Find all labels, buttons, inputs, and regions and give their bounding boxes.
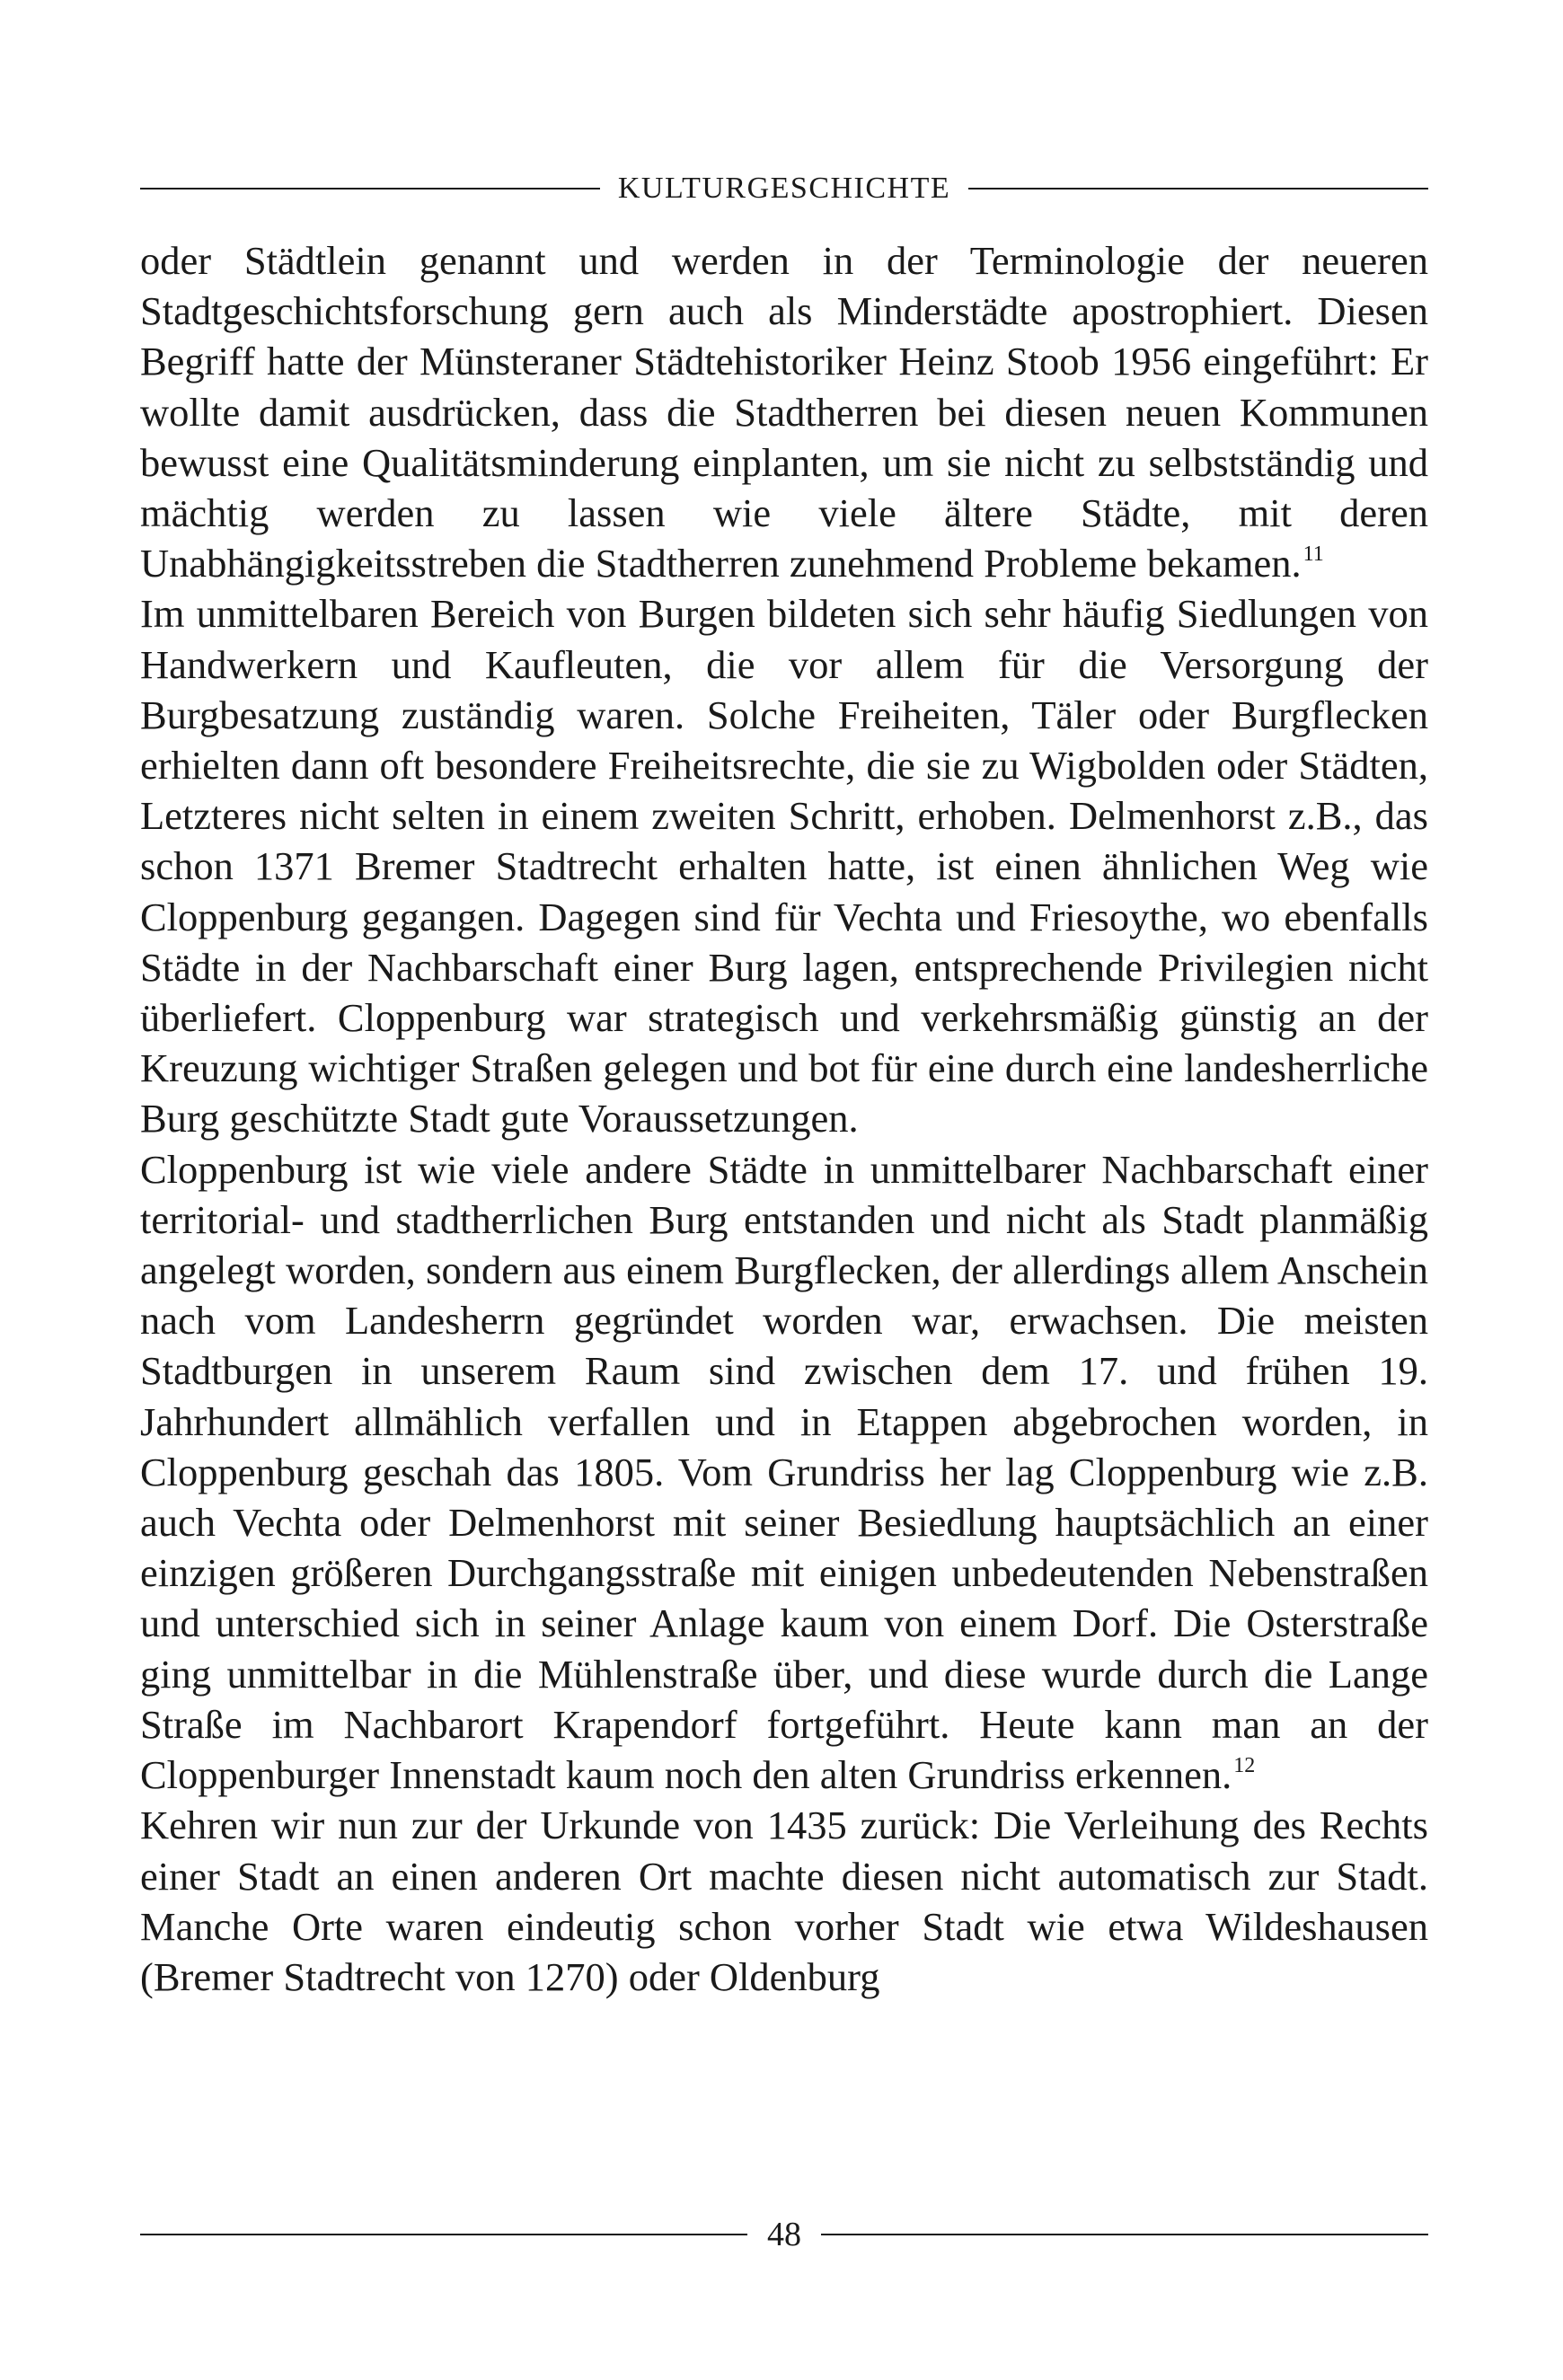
paragraph-1 bbox=[140, 235, 1428, 588]
running-head-rule-right bbox=[968, 188, 1428, 190]
paragraph-4 bbox=[140, 1800, 1428, 2002]
page-number: 48 bbox=[767, 2216, 801, 2253]
paragraph-3 bbox=[140, 1144, 1428, 1801]
running-head-title: KULTURGESCHICHTE bbox=[617, 172, 951, 205]
body-text bbox=[140, 235, 1428, 2002]
paragraph-4-text: Kehren wir nun zur der Urkunde von 1435 zurück: Die Verleihung des Rechts einer Stadt an einen anderen Ort machte diesen nicht automatisch zur Stadt. Manche Orte waren eindeutig schon vorher Stadt wie etwa Wildeshausen (Bremer Stadtrecht von 1270) oder Oldenburg bbox=[140, 1803, 1428, 1999]
running-head-rule-left bbox=[140, 188, 600, 190]
running-head bbox=[140, 162, 1428, 216]
paragraph-2-text: Im unmittelbaren Bereich von Burgen bildeten sich sehr häufig Siedlungen von Handwerkern und Kaufleuten, die vor allem für die Versorgung der Burgbesatzung zuständig waren. Solche Freiheiten, Täler oder Burgflecken erhielten dann oft besondere Freiheitsrechte, die sie zu Wigbolden oder Städten, Letzteres nicht selten in einem zweiten Schritt, erhoben. Delmenhorst z.B., das schon 1371 Bremer Stadtrecht erhalten hatte, ist einen ähnlichen Weg wie Cloppenburg gegangen. Dagegen sind für Vechta und Friesoythe, wo ebenfalls Städte in der Nachbarschaft einer Burg lagen, entsprechende Privilegien nicht überliefert. Cloppenburg war strategisch und verkehrsmäßig günstig an der Kreuzung wichtiger Straßen gelegen und bot für eine durch eine landesherrliche Burg geschützte Stadt gute Voraussetzungen. bbox=[140, 591, 1428, 1142]
footer-rule-left bbox=[140, 2234, 747, 2235]
footnote-marker-12: 12 bbox=[1233, 1754, 1256, 1778]
footnote-marker-11: 11 bbox=[1302, 542, 1324, 567]
paragraph-3-text: Cloppenburg ist wie viele andere Städte in unmittelbarer Nachbarschaft einer territorial- und stadtherrlichen Burg entstanden und nicht als Stadt planmäßig angelegt worden, sondern aus einem Burgflecken, der allerdings allem Anschein nach vom Landesherrn gegründet worden war, erwachsen. Die meisten Stadtburgen in unserem Raum sind zwischen dem 17. und frühen 19. Jahrhundert allmählich verfallen und in Etappen abgebrochen worden, in Cloppenburg geschah das 1805. Vom Grundriss her lag Cloppenburg wie z.B. auch Vechta oder Delmenhorst mit seiner Besiedlung hauptsächlich an einer einzigen größeren Durchgangsstraße mit einigen unbedeutenden Nebenstraßen und unterschied sich in seiner Anlage kaum von einem Dorf. Die Osterstraße ging unmittelbar in die Mühlenstraße über, und diese wurde durch die Lange Straße im Nachbarort Krapendorf fortgeführt. Heute kann man an der Cloppenburger Innenstadt kaum noch den alten Grundriss erkennen. bbox=[140, 1146, 1428, 1798]
page-footer bbox=[140, 2209, 1428, 2260]
footer-rule-right bbox=[821, 2234, 1428, 2235]
paragraph-1-text: oder Städtlein genannt und werden in der Terminologie der neueren Stadtgeschichtsforschung gern auch als Minderstädte apostrophiert. Diesen Begriff hatte der Münsteraner Städtehistoriker Heinz Stoob 1956 eingeführt: Er wollte damit ausdrücken, dass die Stadtherren bei diesen neuen Kommunen bewusst eine Qualitätsminderung einplanten, um sie nicht zu selbstständig und mächtig werden zu lassen wie viele ältere Städte, mit deren Unabhängigkeitsstreben die Stadtherren zunehmend Probleme bekamen. bbox=[140, 238, 1428, 586]
paragraph-2 bbox=[140, 588, 1428, 1143]
